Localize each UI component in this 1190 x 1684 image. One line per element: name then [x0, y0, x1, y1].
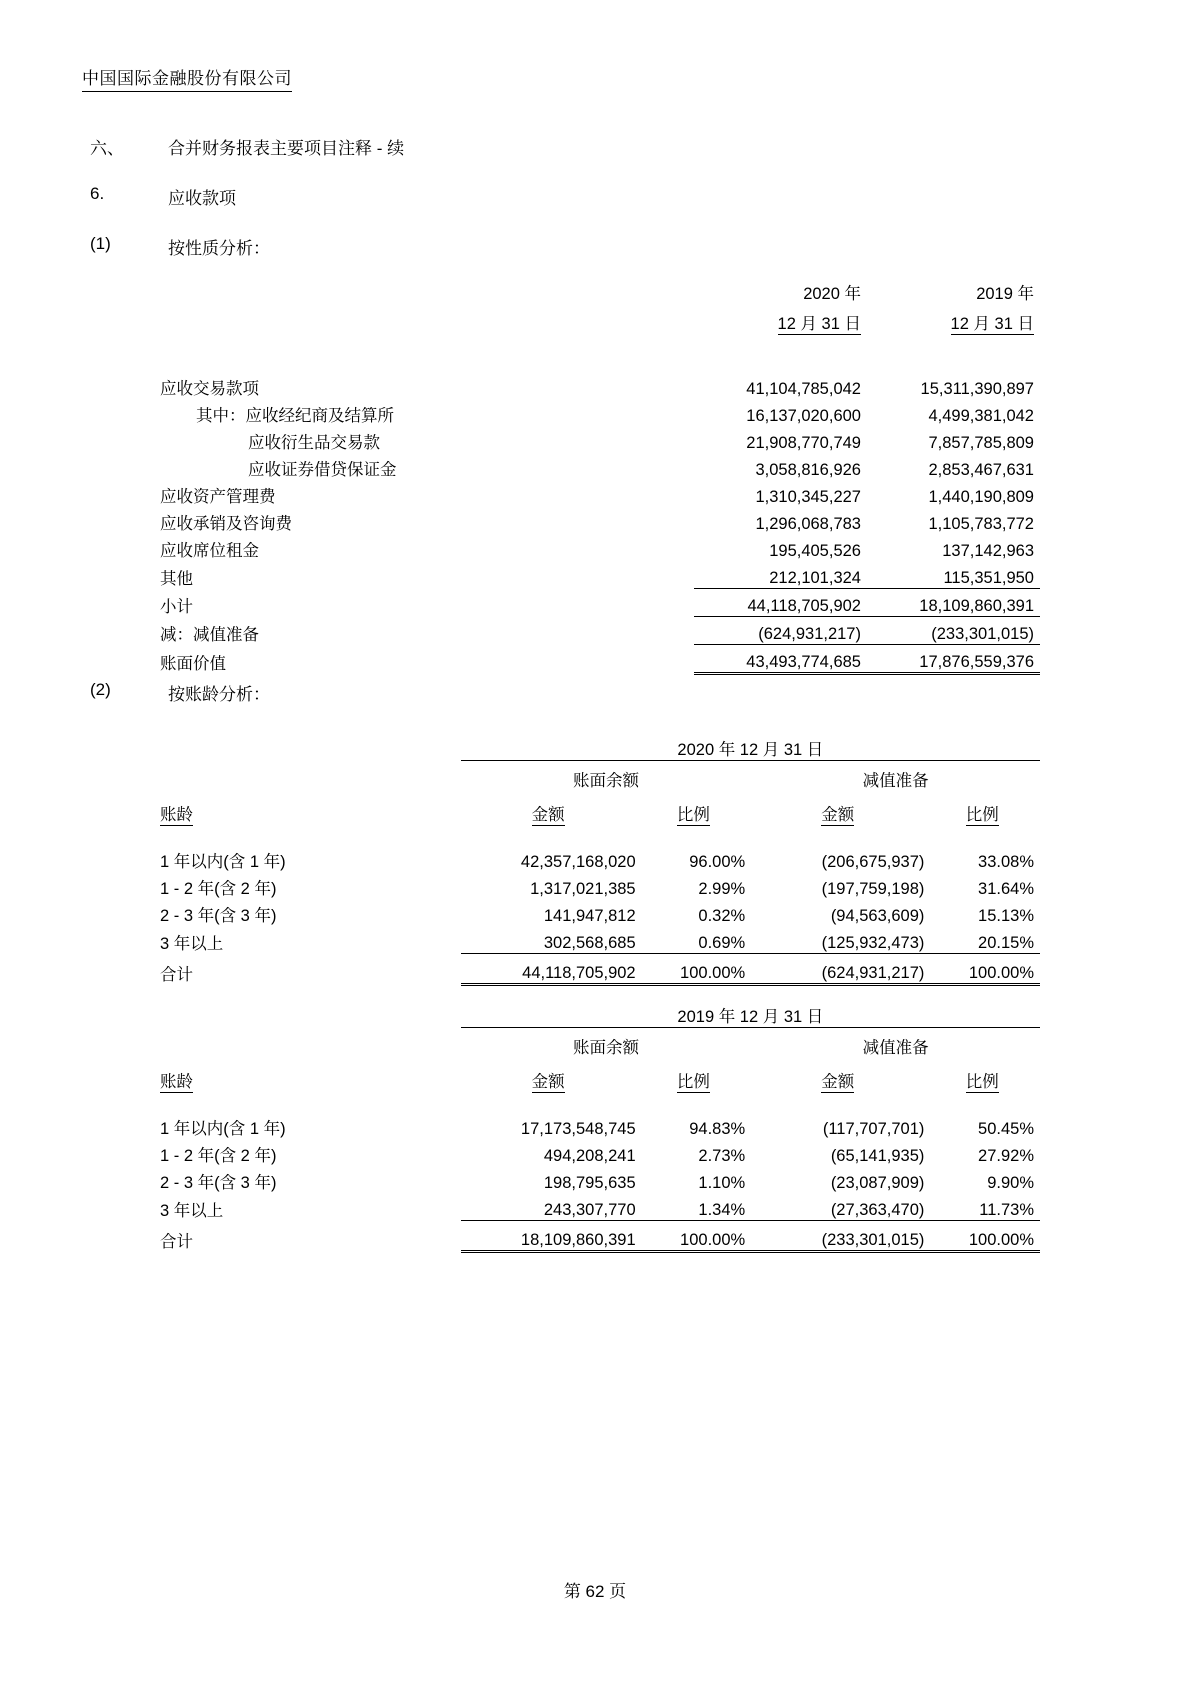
aging-2019-subheader-row	[160, 1058, 1040, 1092]
table-row	[160, 872, 1040, 899]
row-balance-pct: 1.10%	[698, 1174, 746, 1192]
note-6-title: 应收款项	[168, 189, 236, 208]
row-impair-pct: 20.15%	[978, 934, 1034, 952]
row-balance-pct: 96.00%	[689, 853, 746, 871]
impairment-2019: (233,301,015)	[867, 617, 1040, 645]
table-row	[160, 845, 1040, 872]
aging-2020-subheader-row	[160, 791, 1040, 825]
row-impair: (117,707,701)	[822, 1120, 925, 1138]
row-impair-pct: 11.73%	[979, 1201, 1034, 1219]
table-total-row	[160, 954, 1040, 985]
subsection-2-title: 按账龄分析：	[168, 685, 270, 704]
row-label: 其他	[160, 569, 193, 588]
subsection-heading-1	[90, 234, 270, 259]
title-spacer	[160, 991, 461, 1028]
row-value-2020: 41,104,785,042	[746, 380, 861, 398]
row-age: 2 - 3 年(含 3 年)	[160, 1174, 277, 1192]
carrying-2020: 43,493,774,685	[694, 645, 867, 674]
col-header-impair-ratio-2019	[930, 1058, 1040, 1092]
group-spacer	[160, 1028, 461, 1059]
row-balance-pct: 0.32%	[698, 907, 746, 925]
carrying-label: 账面价值	[160, 654, 226, 673]
table-aging-2019	[160, 991, 1040, 1253]
table-receivables-by-nature	[160, 278, 1040, 675]
table-row	[160, 534, 1040, 561]
row-value-2019: 4,499,381,042	[928, 407, 1034, 425]
row-value-2020: 195,405,526	[769, 542, 861, 560]
row-value-2019: 2,853,467,631	[928, 461, 1034, 479]
aging-2020-title: 2020 年 12 月 31 日	[677, 741, 824, 759]
company-name: 中国国际金融股份有限公司	[82, 64, 292, 92]
table-row	[160, 561, 1040, 589]
row-value-2019: 115,351,950	[943, 569, 1034, 587]
table-header-year-row	[160, 278, 1040, 304]
table-subtotal-row	[160, 589, 1040, 617]
total-age: 合计	[160, 965, 193, 984]
row-value-2019: 1,440,190,809	[928, 488, 1034, 506]
col-header-balance-ratio-2020-text: 比例	[676, 806, 710, 824]
row-label: 应收交易款项	[160, 380, 259, 398]
table-carrying-row	[160, 645, 1040, 674]
table-gap-row	[160, 334, 1040, 372]
subtotal-2020: 44,118,705,902	[694, 589, 867, 617]
col-header-balance-amount-2020-text: 金额	[531, 806, 565, 824]
carrying-2019: 17,876,559,376	[867, 645, 1040, 674]
table-row	[160, 1139, 1040, 1166]
col-header-impair-ratio-2019-text: 比例	[965, 1073, 999, 1091]
row-balance-pct: 94.83%	[689, 1120, 746, 1138]
header-spacer	[160, 278, 694, 304]
row-value-2020: 21,908,770,749	[746, 434, 861, 452]
aging-2019-group-row	[160, 1028, 1040, 1059]
row-balance: 42,357,168,020	[520, 853, 636, 871]
table-row	[160, 480, 1040, 507]
row-impair: (197,759,198)	[821, 880, 925, 898]
aging-2019-title: 2019 年 12 月 31 日	[677, 1008, 824, 1026]
row-age: 1 年以内(含 1 年)	[160, 1120, 286, 1138]
row-value-2020: 1,296,068,783	[755, 515, 861, 533]
header-date-2020-text: 12 月 31 日	[777, 315, 861, 333]
aging-2019-spacer	[160, 1092, 1040, 1112]
row-impair: (23,087,909)	[830, 1174, 925, 1192]
row-balance-pct: 1.34%	[698, 1201, 746, 1219]
subsection-heading-2	[90, 680, 270, 705]
row-value-2020: 3,058,816,926	[755, 461, 861, 479]
group-impairment-2019: 减值准备	[751, 1028, 1040, 1059]
row-balance: 141,947,812	[543, 907, 636, 925]
row-value-2019: 15,311,390,897	[920, 380, 1034, 398]
section-six-title: 合并财务报表主要项目注释 - 续	[168, 139, 405, 158]
note-6-number: 6.	[90, 184, 105, 203]
subsection-1-title: 按性质分析：	[168, 239, 270, 258]
row-impair-pct: 27.92%	[978, 1147, 1034, 1165]
col-header-balance-ratio-2019-text: 比例	[676, 1073, 710, 1091]
row-balance: 198,795,635	[543, 1174, 636, 1192]
subsection-1-number: (1)	[90, 234, 111, 253]
row-impair: (94,563,609)	[830, 907, 925, 925]
header-date-2020	[694, 304, 867, 334]
col-header-age-2020	[160, 791, 461, 825]
header-year-2020: 2020 年	[803, 285, 861, 303]
row-impair: (27,363,470)	[830, 1201, 925, 1219]
header-date-2019	[867, 304, 1040, 334]
impairment-label: 减：减值准备	[160, 625, 259, 644]
row-balance: 1,317,021,385	[530, 880, 636, 898]
note-heading-6	[90, 184, 236, 209]
row-impair-pct: 50.45%	[978, 1120, 1034, 1138]
table-row	[160, 926, 1040, 954]
section-heading-six	[90, 134, 404, 159]
total-impair: (233,301,015)	[751, 1221, 930, 1252]
col-header-balance-amount-2019	[461, 1058, 642, 1092]
row-label: 其中：应收经纪商及结算所	[196, 407, 394, 425]
row-label: 应收资产管理费	[160, 488, 276, 506]
col-header-impair-amount-2020	[751, 791, 930, 825]
impairment-2020: (624,931,217)	[694, 617, 867, 645]
header-spacer-2	[160, 304, 694, 334]
row-age: 2 - 3 年(含 3 年)	[160, 907, 277, 925]
col-header-impair-amount-2019-text: 金额	[821, 1073, 855, 1091]
table-impairment-row	[160, 617, 1040, 645]
row-label: 应收衍生品交易款	[248, 434, 380, 452]
row-age: 3 年以上	[160, 934, 224, 953]
row-impair-pct: 33.08%	[978, 853, 1034, 871]
col-header-balance-amount-2019-text: 金额	[531, 1073, 565, 1091]
col-header-impair-amount-2020-text: 金额	[821, 806, 855, 824]
table-row	[160, 1193, 1040, 1221]
aging-2019-title-row	[160, 991, 1040, 1028]
row-balance-pct: 0.69%	[698, 934, 746, 952]
col-header-impair-amount-2019	[751, 1058, 930, 1092]
table-row	[160, 426, 1040, 453]
row-impair-pct: 31.64%	[978, 880, 1034, 898]
header-year-2019: 2019 年	[976, 285, 1034, 303]
group-impairment-2020: 减值准备	[751, 761, 1040, 792]
total-balance: 44,118,705,902	[461, 954, 642, 985]
row-label: 应收承销及咨询费	[160, 515, 292, 533]
aging-2020-spacer	[160, 825, 1040, 845]
table-row	[160, 453, 1040, 480]
row-value-2020: 212,101,324	[769, 569, 861, 587]
row-age: 3 年以上	[160, 1201, 224, 1220]
table-row	[160, 1166, 1040, 1193]
col-header-impair-ratio-2020-text: 比例	[965, 806, 999, 824]
title-spacer	[160, 724, 461, 761]
col-header-age-2019-text: 账龄	[160, 1073, 193, 1091]
aging-2020-title-row	[160, 724, 1040, 761]
row-age: 1 年以内(含 1 年)	[160, 853, 286, 871]
subtotal-2019: 18,109,860,391	[867, 589, 1040, 617]
group-balance-2019: 账面余额	[461, 1028, 751, 1059]
row-impair-pct: 9.90%	[987, 1174, 1034, 1192]
row-balance: 302,568,685	[543, 934, 636, 952]
row-balance: 494,208,241	[543, 1147, 636, 1165]
group-balance-2020: 账面余额	[461, 761, 751, 792]
total-balance-pct: 100.00%	[642, 1221, 752, 1252]
table-row	[160, 399, 1040, 426]
page-number: 第 62 页	[563, 1582, 627, 1601]
row-label: 应收席位租金	[160, 542, 259, 560]
total-age: 合计	[160, 1232, 193, 1251]
row-value-2019: 137,142,963	[942, 542, 1034, 560]
col-header-balance-ratio-2019	[642, 1058, 752, 1092]
row-value-2020: 1,310,345,227	[755, 488, 861, 506]
row-value-2019: 1,105,783,772	[928, 515, 1034, 533]
aging-2020-group-row	[160, 761, 1040, 792]
table-row	[160, 1112, 1040, 1139]
row-age: 1 - 2 年(含 2 年)	[160, 880, 277, 898]
col-header-age-2019	[160, 1058, 461, 1092]
section-six-number: 六、	[90, 139, 124, 158]
row-impair: (206,675,937)	[821, 853, 925, 871]
table-row	[160, 372, 1040, 399]
row-impair: (65,141,935)	[830, 1147, 925, 1165]
total-impair-pct: 100.00%	[930, 1221, 1040, 1252]
total-balance: 18,109,860,391	[461, 1221, 642, 1252]
subtotal-label: 小计	[160, 597, 193, 616]
table-total-row	[160, 1221, 1040, 1252]
row-balance: 243,307,770	[543, 1201, 636, 1219]
row-label: 应收证券借贷保证金	[248, 461, 397, 479]
table-row	[160, 507, 1040, 534]
total-balance-pct: 100.00%	[642, 954, 752, 985]
row-impair-pct: 15.13%	[978, 907, 1034, 925]
row-value-2020: 16,137,020,600	[746, 407, 861, 425]
table-row	[160, 899, 1040, 926]
header-date-2019-text: 12 月 31 日	[950, 315, 1034, 333]
row-balance-pct: 2.73%	[698, 1147, 746, 1165]
row-age: 1 - 2 年(含 2 年)	[160, 1147, 277, 1165]
total-impair-pct: 100.00%	[930, 954, 1040, 985]
table-aging-2020	[160, 724, 1040, 986]
col-header-balance-amount-2020	[461, 791, 642, 825]
col-header-impair-ratio-2020	[930, 791, 1040, 825]
group-spacer	[160, 761, 461, 792]
col-header-balance-ratio-2020	[642, 791, 752, 825]
col-header-age-2020-text: 账龄	[160, 806, 193, 824]
row-value-2019: 7,857,785,809	[928, 434, 1034, 452]
total-impair: (624,931,217)	[751, 954, 930, 985]
row-impair: (125,932,473)	[821, 934, 925, 952]
table-header-date-row	[160, 304, 1040, 334]
row-balance-pct: 2.99%	[698, 880, 746, 898]
row-balance: 17,173,548,745	[520, 1120, 636, 1138]
subsection-2-number: (2)	[90, 680, 111, 699]
